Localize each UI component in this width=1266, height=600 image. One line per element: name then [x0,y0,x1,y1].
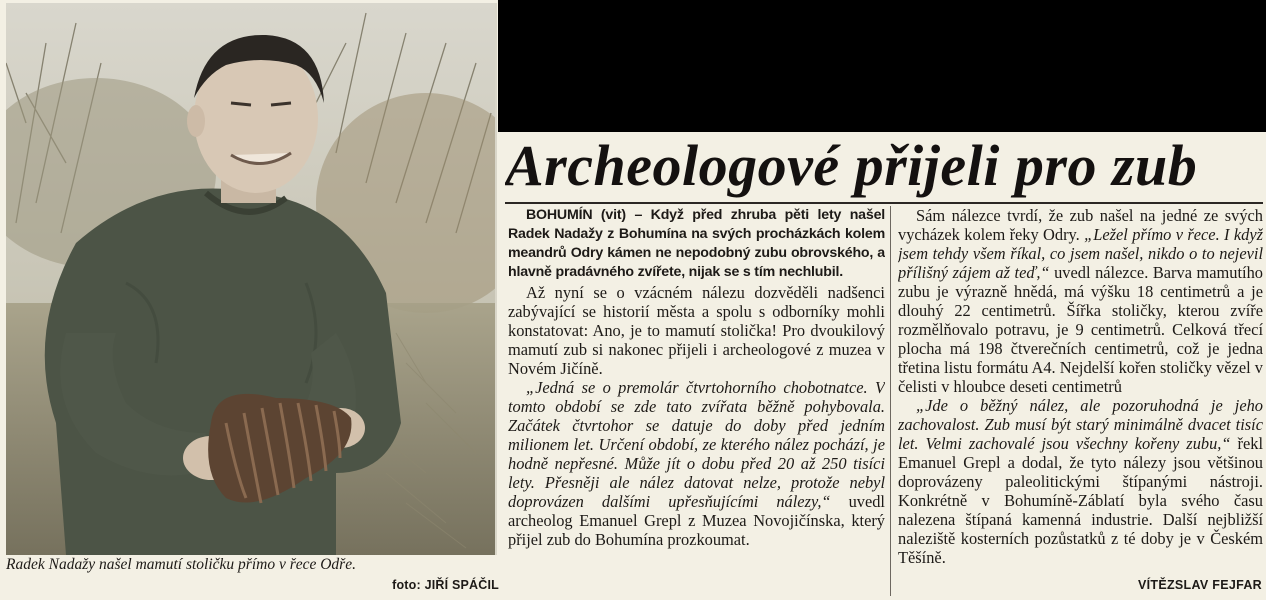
paragraph-2-rest: uvedl archeolog Emanuel Grepl z Muzea Novojičínska, který přijel zub do Bohumína prozkoumat. [508,492,885,549]
photo-illustration [6,3,495,555]
article-column-2 [898,206,1263,567]
author-signature: VÍTĚZSLAV FEJFAR [1137,578,1262,592]
paragraph-3-start: Sám nálezce tvrdí, že zub našel na jedné ze svých vycházek kolem řeky Odry. [898,206,1263,244]
quote-finder: „Ležel přímo v řece. I když jsem tehdy všem říkal, co jsem našel, nikdo o to nejevil přílišný zájem až teď,“ [898,225,1263,282]
credit-label: foto: [392,578,421,592]
black-margin [498,0,1266,132]
column-divider [890,206,891,596]
paragraph-1: Až nyní se o vzácném nálezu dozvěděli nadšenci zabývající se historií města a spolu s odborníky mohli konstatovat: Ano, je to mamutí stolička! Pro dvoukilový mamutí zub si nakonec přijeli i archeologové z muzea v Novém Jičíně. [508,283,885,378]
headline-rule [505,202,1263,204]
article-photo [6,3,497,555]
article-lead: BOHUMÍN (vit) – Když před zhruba pěti lety našel Radek Nadažy z Bohumína na svých procházkách kolem meandrů Odry kámen ne nepodobný zubu obrovského, a hlavně pradávného zvířete, nijak se s tím nechlubil. [508,207,885,280]
article-column-1 [508,206,885,549]
paragraph-3 [898,206,1263,396]
paragraph-2 [508,378,885,549]
paragraph-4-rest: řekl Emanuel Grepl a dodal, že tyto nálezy jsou většinou doprovázeny paleolitickými štípanými nástroji. Konkrétně v Bohumíně-Záblatí byla svého času nalezena štípaná kamenná industrie. Další nejbližší naleziště kosterních pozůstatků z té doby je v Českém Těšíně. [898,434,1263,567]
quote-premolar: „Jedná se o premolár čtvrtohorního chobotnatce. V tomto období se zde tato zvířata běžně pohybovala. Začátek čtvrtohor se datuje do doby před jedním milionem let. Určení období, ze kterého nález pochází, je hodně nepřesné. Může jít o dobu před 20 až 250 tisíci lety. Přesněji ale nález datovat nelze, protože nebyl doprovázen dalšími upřesňujícími nálezy,“ [508,378,885,511]
headline: Archeologové přijeli pro zub [505,133,1198,198]
photo-credit [367,578,499,592]
paragraph-4 [898,396,1263,567]
credit-name: JIŘÍ SPÁČIL [424,578,499,592]
quote-common-find: „Jde o běžný nález, ale pozoruhodná je jeho zachovalost. Zub musí být starý minimálně dvacet tisíc let. Velmi zachovalé jsou všechny kořeny zubu,“ [898,396,1263,453]
paragraph-3-rest: uvedl nálezce. Barva mamutího zubu je výrazně hnědá, má výšku 18 centimetrů a je dlouhý 22 centimetrů. Šířka stoličky, kterou zvíře rozmělňovalo potravu, je 9 centimetrů. Celková třecí plocha má 198 čtverečních centimetrů, což je jedna třetina listu formátu A4. Nejdelší kořen stoličky vězel v čelisti v hloubce deseti centimetrů [898,263,1263,396]
photo-caption: Radek Nadažy našel mamutí stoličku přímo v řece Odře. [6,556,356,573]
